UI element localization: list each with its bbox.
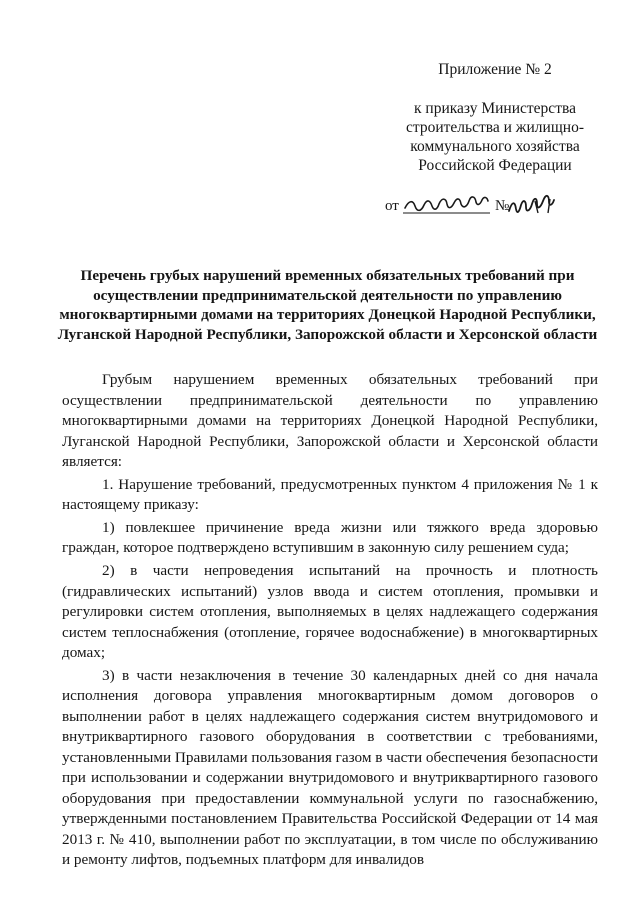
order-reference: к приказу Министерства строительства и жилищно-коммунального хозяйства Российской Федерации — [406, 100, 584, 174]
number-prefix: № — [495, 198, 510, 214]
subitem-3: 3) в части незаключения в течение 30 календарных дней со дня начала исполнения договора управления многоквартирным домом договоров о выполнении работ в целях надлежащего содержания систем внутридомового и внутриквартирного газового оборудования в соответствии с требованиями, установленными Правилами пользования газом в части обеспечения безопасности при использовании и содержании внутридомового и внутриквартирного газового оборудования при предоставлении коммунальной услуги по газоснабжению, утвержденными постановлением Правительства Российской Федерации от 14 мая 2013 г. № 410, выполнении работ по эксплуатации, в том числе по обслуживанию и ремонту лифтов, подъемных платформ для инвалидов — [62, 666, 598, 869]
appendix-header — [385, 60, 605, 217]
document-body — [62, 370, 598, 873]
document-title: Перечень грубых нарушений временных обязательных требований при осуществлении предпринимательской деятельности по управлению многоквартирными домами на территориях Донецкой Народной Республики, Луганской Народной Республики, Запорожской области и Херсонской области — [57, 267, 598, 343]
handwritten-date-and-number — [385, 193, 585, 219]
item-1: 1. Нарушение требований, предусмотренных пунктом 4 приложения № 1 к настоящему приказу: — [62, 475, 598, 514]
date-number-line — [385, 193, 605, 217]
subitem-1: 1) повлекшее причинение вреда жизни или тяжкого вреда здоровью граждан, которое подтверждено вступившим в законную силу решением суда; — [62, 518, 598, 557]
subitem-2: 2) в части непроведения испытаний на прочность и плотность (гидравлических испытаний) узлов ввода и систем отопления, промывки и регулировки систем отопления, выполняемых в целях надлежащего содержания систем теплоснабжения (отопление, горячее водоснабжение) в многоквартирных домах; — [62, 562, 598, 662]
intro-paragraph: Грубым нарушением временных обязательных требований при осуществлении предпринимательской деятельности по управлению многоквартирными домами на территориях Донецкой Народной Республики, Луганской Народной Республики, Запорожской области и Херсонской области является: — [62, 371, 598, 470]
appendix-number: Приложение № 2 — [438, 61, 552, 78]
date-prefix: от — [385, 198, 399, 214]
